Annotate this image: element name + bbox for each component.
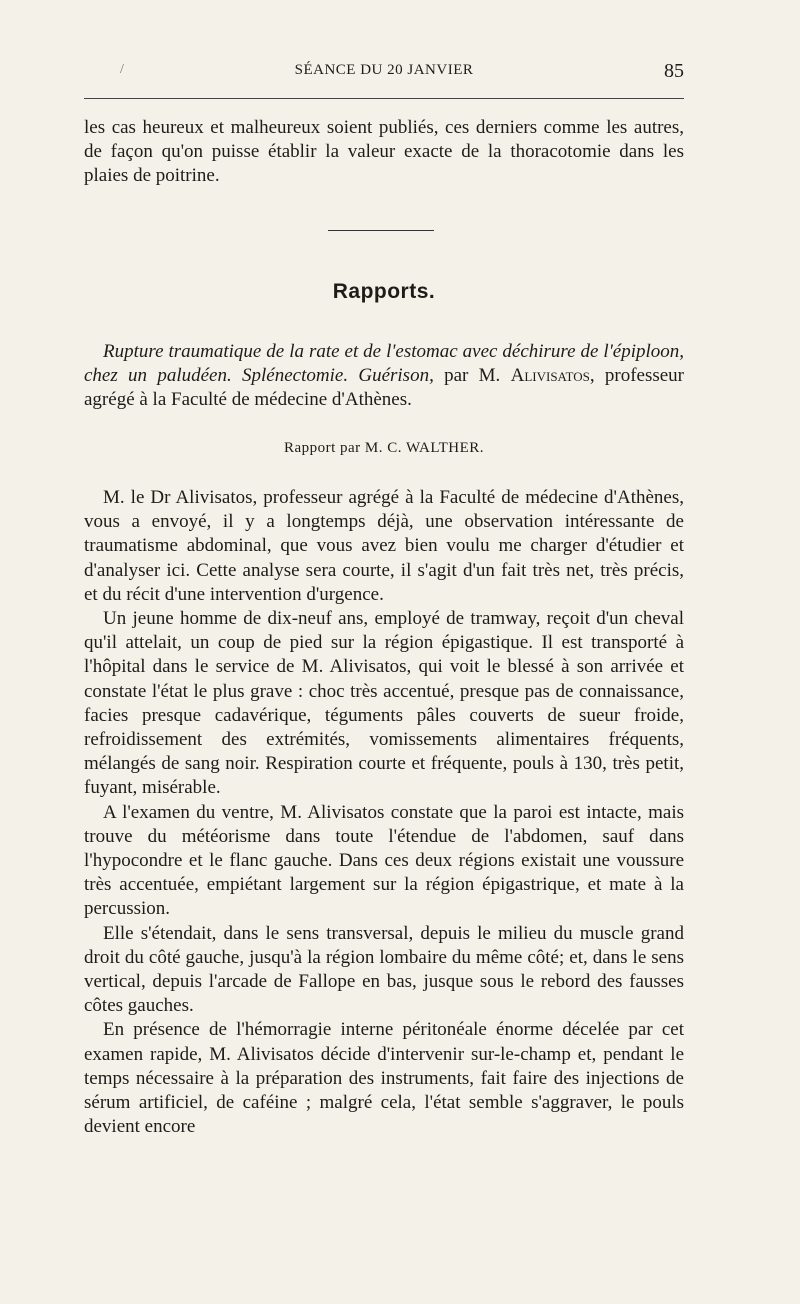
report-par: par M.	[433, 365, 511, 387]
report-affiliation: , professeur agrégé à la Faculté de médecine d'Athènes.	[84, 365, 685, 411]
body-paragraph-5: En présence de l'hémorragie interne péritonéale énorme décelée par cet examen rapide, M. Alivisatos décide d'intervenir sur-le-champ et, pendant le temps nécessaire à la préparation des instruments, fait faire des injections de sérum artificiel, de caféine ; malgré cela, l'état semble s'aggraver, le pouls devient encore	[84, 1019, 684, 1138]
body-text	[84, 486, 684, 1139]
body-paragraph-2: Un jeune homme de dix-neuf ans, employé de tramway, reçoit d'un cheval qu'il attelait, un coup de pied sur la région épigastique. Il est transporté à l'hôpital dans le service de M. Alivisatos, qui voit le blessé à son arrivée et constate l'état le plus grave : choc très accentué, presque pas de connaissance, facies presque cadavérique, téguments pâles couverts de sueur froide, refroidissement des extrémités, vomissements alimentaires fréquents, mélangés de sang noir. Respiration courte et fréquente, pouls à 130, très petit, fuyant, misérable.	[84, 608, 684, 799]
report-title-paragraph	[84, 340, 684, 413]
report-heading	[84, 340, 684, 413]
rapporteur-line: Rapport par M. C. WALTHER.	[283, 440, 485, 456]
header-rule	[84, 98, 684, 99]
page-number: 85	[664, 60, 684, 82]
section-title: Rapports.	[332, 280, 436, 303]
running-title: SÉANCE DU 20 JANVIER	[294, 62, 474, 78]
body-paragraph-1: M. le Dr Alivisatos, professeur agrégé à la Faculté de médecine d'Athènes, vous a envoyé, il y a longtemps déjà, une observation intéressante de traumatisme abdominal, que vous avez bien voulu me charger d'étudier et d'analyser ici. Cette analyse sera courte, il s'agit d'un fait très net, très précis, et du récit d'une intervention d'urgence.	[84, 487, 684, 605]
intro-paragraph: les cas heureux et malheureux soient publiés, ces derniers comme les autres, de façon qu'on puisse établir la valeur exacte de la thoracotomie dans les plaies de poitrine.	[84, 117, 684, 187]
intro-text	[84, 116, 684, 189]
running-header	[84, 60, 684, 86]
report-author: Alivisatos	[510, 365, 590, 387]
body-paragraph-4: Elle s'étendait, dans le sens transversal, depuis le milieu du muscle grand droit du côté gauche, jusqu'à la région lombaire du même côté; et, dans le sens vertical, depuis l'arcade de Fallope en bas, jusque sous le rebord des fausses côtes gauches.	[84, 922, 684, 1017]
body-paragraph-3: A l'examen du ventre, M. Alivisatos constate que la paroi est intacte, mais trouve du météorisme dans toute l'étendue de l'abdomen, sauf dans l'hypocondre et le flanc gauche. Dans ces deux régions existait une voussure très accentuée, empiétant largement sur la région épigastrique, et mate à la percussion.	[84, 801, 684, 920]
report-title: Rupture traumatique de la rate et de l'estomac avec déchirure de l'épiploon, chez un paludéen. Splénectomie. Guérison,	[84, 341, 684, 387]
margin-mark: /	[120, 62, 124, 77]
section-separator	[328, 230, 434, 231]
